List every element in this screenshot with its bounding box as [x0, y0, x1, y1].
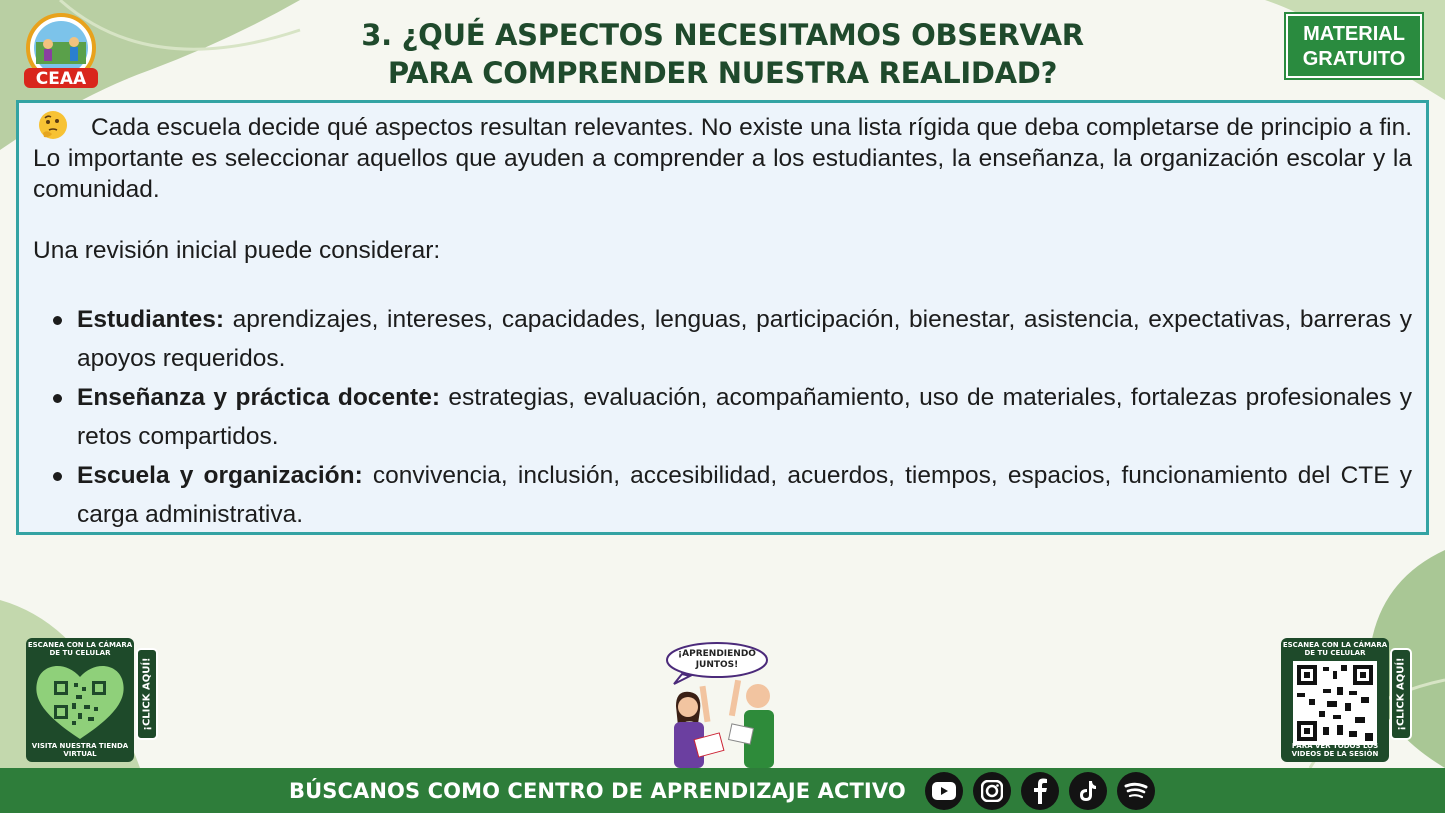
lead-text: Una revisión inicial puede considerar: [33, 237, 441, 264]
footer-text: BÚSCANOS COMO CENTRO DE APRENDIZAJE ACTIVO [289, 779, 906, 803]
svg-text:JUNTOS!: JUNTOS! [695, 660, 739, 670]
youtube-icon[interactable] [925, 772, 963, 810]
page-title [280, 16, 1165, 92]
facebook-icon[interactable] [1021, 772, 1059, 810]
svg-text:¡APRENDIENDO: ¡APRENDIENDO [678, 649, 756, 659]
list-item-text: convivencia, inclusión, accesibilidad, acuerdos, tiempos, espacios, funcionamiento del CTE y carga administrativa. [77, 462, 1412, 528]
intro-paragraph [33, 109, 1412, 205]
qr-left-bottom-text: VISITA NUESTRA TIENDA VIRTUAL [31, 742, 129, 758]
list-item [77, 378, 1412, 456]
store-qr-card[interactable] [26, 638, 134, 762]
list-item-term: Escuela y organización: [77, 462, 363, 489]
list-item-term: Enseñanza y práctica docente: [77, 384, 440, 411]
qr-code-icon [1293, 661, 1377, 745]
content-panel [16, 100, 1429, 535]
title-line-2: PARA COMPRENDER NUESTRA REALIDAD? [387, 56, 1058, 90]
free-material-badge [1286, 14, 1422, 78]
title-line-1: 3. ¿QUÉ ASPECTOS NECESITAMOS OBSERVAR [361, 18, 1084, 52]
videos-qr-card[interactable] [1281, 638, 1389, 762]
intro-text: Cada escuela decide qué aspectos resultan relevantes. No existe una lista rígida que deba completarse de principio a fin. Lo importante es seleccionar aquellos que ayuden a comprender a los estudiantes, la enseñanza, la organización escolar y la comunidad. [33, 114, 1412, 203]
list-item-text: estrategias, evaluación, acompañamiento, uso de materiales, fortalezas profesionales y retos compartidos. [77, 384, 1412, 450]
list-item-text: aprendizajes, intereses, capacidades, lenguas, participación, bienestar, asistencia, expectativas, barreras y apoyos requeridos. [77, 306, 1412, 372]
qr-left-top-text: ESCANEA CON LA CÁMARA DE TU CELULAR [27, 641, 133, 657]
heart-qr-code-icon [32, 659, 128, 743]
click-here-label: ¡CLICK AQUÍ! [1395, 657, 1407, 731]
badge-line-2: GRATUITO [1302, 48, 1406, 70]
click-here-tab-left[interactable] [136, 648, 158, 740]
click-here-tab-right[interactable] [1390, 648, 1412, 740]
list-item [77, 300, 1412, 378]
list-item-term: Estudiantes: [77, 306, 225, 333]
list-item [77, 456, 1412, 534]
aspects-list [33, 300, 1412, 534]
click-here-label: ¡CLICK AQUÍ! [141, 657, 153, 731]
badge-line-1: MATERIAL [1303, 23, 1405, 45]
spotify-icon[interactable] [1117, 772, 1155, 810]
thinking-face-icon [37, 109, 69, 141]
instagram-icon[interactable] [973, 772, 1011, 810]
qr-right-bottom-text: PARA VER TODOS LOS VIDEOS DE LA SESIÓN [1291, 742, 1379, 758]
ceaa-logo [18, 12, 104, 92]
footer-bar [0, 768, 1445, 813]
logo-text: CEAA [35, 69, 87, 89]
qr-right-top-text: ESCANEA CON LA CÁMARA DE TU CELULAR [1282, 641, 1388, 657]
tiktok-icon[interactable] [1069, 772, 1107, 810]
mascots-illustration [660, 640, 790, 768]
